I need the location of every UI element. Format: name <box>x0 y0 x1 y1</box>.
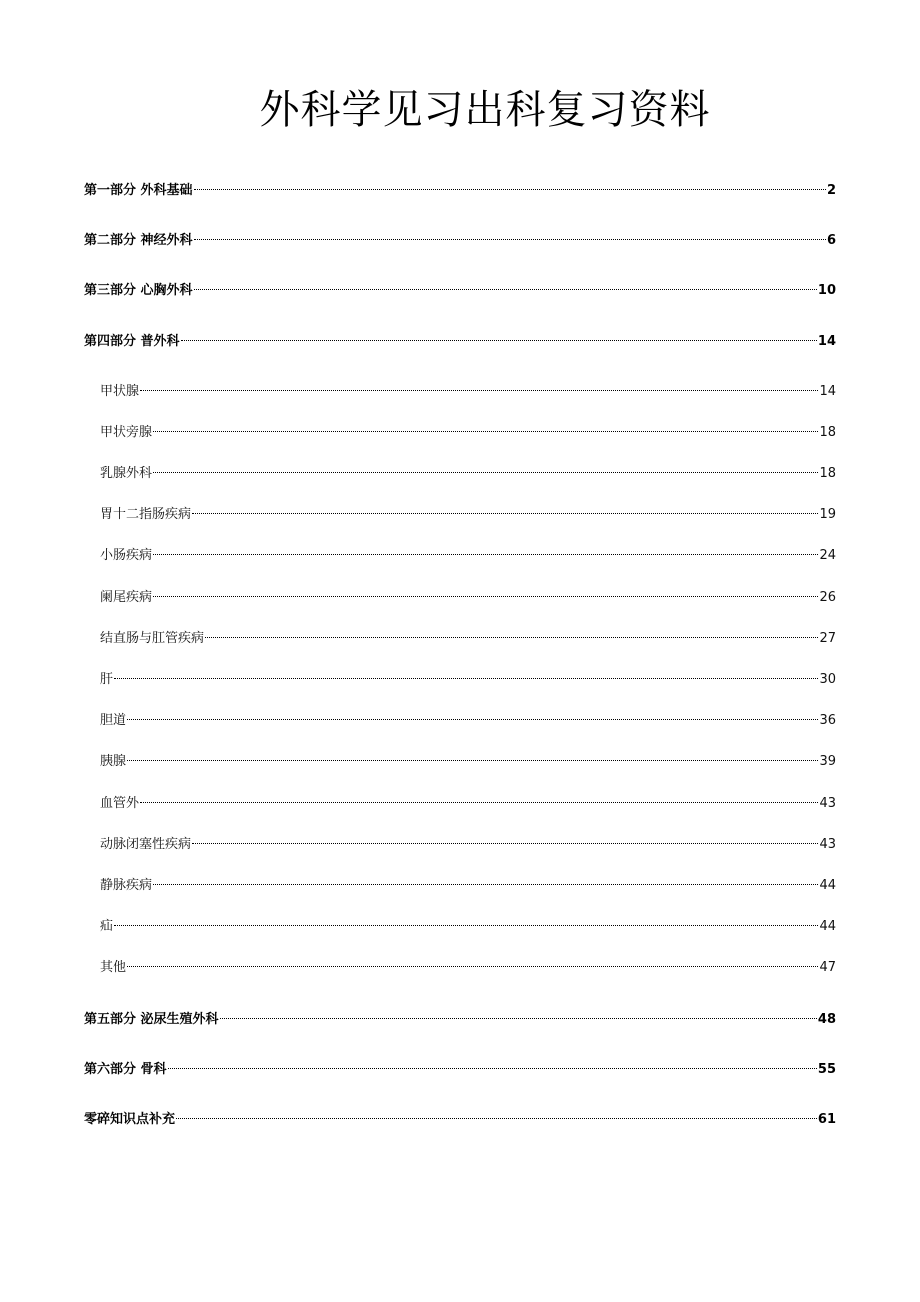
toc-entry-page-number: 61 <box>817 1112 836 1127</box>
toc-entry[interactable] <box>100 958 836 978</box>
toc-leader-dots <box>168 1068 817 1069</box>
toc-entry-label: 甲状旁腺 <box>100 425 153 440</box>
toc-entry[interactable] <box>100 423 836 443</box>
toc-entry[interactable] <box>84 332 836 352</box>
toc-entry-page-number: 14 <box>819 384 836 399</box>
toc-entry[interactable] <box>84 181 836 201</box>
toc-entry[interactable] <box>100 835 836 855</box>
toc-entry-page-number: 36 <box>819 713 836 728</box>
toc-entry-label: 第一部分 外科基础 <box>84 183 193 198</box>
toc-entry-label: 肝 <box>100 672 114 687</box>
toc-entry-page-number: 44 <box>819 919 836 934</box>
toc-entry-label: 乳腺外科 <box>100 466 153 481</box>
toc-leader-dots <box>192 513 818 514</box>
toc-entry-label: 第五部分 泌尿生殖外科 <box>84 1012 219 1027</box>
toc-entry[interactable] <box>100 876 836 896</box>
toc-entry-label: 第六部分 骨科 <box>84 1062 167 1077</box>
toc-entry[interactable] <box>84 231 836 251</box>
toc-entry-label: 结直肠与肛管疾病 <box>100 631 205 646</box>
toc-entry[interactable] <box>100 711 836 731</box>
toc-entry-label: 第四部分 普外科 <box>84 334 180 349</box>
toc-entry-label: 胆道 <box>100 713 127 728</box>
toc-entry-page-number: 24 <box>819 548 836 563</box>
toc-entry-page-number: 43 <box>819 796 836 811</box>
toc-leader-dots <box>194 239 826 240</box>
toc-entry[interactable] <box>84 1110 836 1130</box>
toc-entry-label: 疝 <box>100 919 114 934</box>
toc-entry-label: 静脉疾病 <box>100 878 153 893</box>
toc-entry-page-number: 55 <box>817 1062 836 1077</box>
toc-entry-page-number: 48 <box>817 1012 836 1027</box>
toc-leader-dots <box>114 925 818 926</box>
toc-leader-dots <box>192 843 818 844</box>
toc-entry[interactable] <box>100 670 836 690</box>
toc-entry-label: 血管外 <box>100 796 140 811</box>
toc-entry[interactable] <box>84 281 836 301</box>
toc-leader-dots <box>127 760 818 761</box>
toc-entry-label: 动脉闭塞性疾病 <box>100 837 192 852</box>
toc-leader-dots <box>127 719 818 720</box>
toc-entry-page-number: 6 <box>826 233 836 248</box>
toc-leader-dots <box>194 289 817 290</box>
toc-leader-dots <box>140 802 818 803</box>
toc-leader-dots <box>153 431 818 432</box>
toc-entry-page-number: 18 <box>819 425 836 440</box>
toc-leader-dots <box>181 340 817 341</box>
toc-entry-page-number: 10 <box>817 283 836 298</box>
toc-entry[interactable] <box>100 588 836 608</box>
document-title: 外科学见习出科复习资料 <box>259 87 711 133</box>
toc-entry-page-number: 39 <box>819 754 836 769</box>
toc-entry[interactable] <box>100 464 836 484</box>
toc-entry[interactable] <box>100 794 836 814</box>
toc-entry-page-number: 44 <box>819 878 836 893</box>
toc-leader-dots <box>153 472 818 473</box>
toc-leader-dots <box>220 1018 817 1019</box>
toc-entry[interactable] <box>100 752 836 772</box>
toc-entry-page-number: 30 <box>819 672 836 687</box>
toc-entry-label: 零碎知识点补充 <box>84 1112 176 1127</box>
toc-leader-dots <box>153 596 818 597</box>
toc-entry-label: 阑尾疾病 <box>100 590 153 605</box>
toc-leader-dots <box>153 884 818 885</box>
toc-entry-page-number: 14 <box>817 334 836 349</box>
toc-leader-dots <box>205 637 818 638</box>
toc-entry-page-number: 43 <box>819 837 836 852</box>
toc-entry-page-number: 18 <box>819 466 836 481</box>
toc-entry-label: 胃十二指肠疾病 <box>100 507 192 522</box>
toc-entry[interactable] <box>100 382 836 402</box>
toc-leader-dots <box>194 189 826 190</box>
toc-entry-label: 小肠疾病 <box>100 548 153 563</box>
toc-entry-page-number: 27 <box>819 631 836 646</box>
toc-leader-dots <box>176 1118 817 1119</box>
toc-entry[interactable] <box>100 546 836 566</box>
toc-leader-dots <box>140 390 818 391</box>
toc-entry[interactable] <box>100 917 836 937</box>
toc-entry-page-number: 19 <box>819 507 836 522</box>
toc-leader-dots <box>114 678 818 679</box>
toc-entry-page-number: 2 <box>826 183 836 198</box>
toc-entry[interactable] <box>84 1010 836 1030</box>
toc-entry[interactable] <box>84 1060 836 1080</box>
toc-entry-label: 第三部分 心胸外科 <box>84 283 193 298</box>
toc-entry[interactable] <box>100 629 836 649</box>
toc-entry-page-number: 47 <box>819 960 836 975</box>
toc-entry-label: 胰腺 <box>100 754 127 769</box>
toc-leader-dots <box>127 966 818 967</box>
toc-entry-label: 甲状腺 <box>100 384 140 399</box>
toc-entry-label: 第二部分 神经外科 <box>84 233 193 248</box>
toc-leader-dots <box>153 554 818 555</box>
toc-entry[interactable] <box>100 505 836 525</box>
toc-entry-page-number: 26 <box>819 590 836 605</box>
toc-entry-label: 其他 <box>100 960 127 975</box>
